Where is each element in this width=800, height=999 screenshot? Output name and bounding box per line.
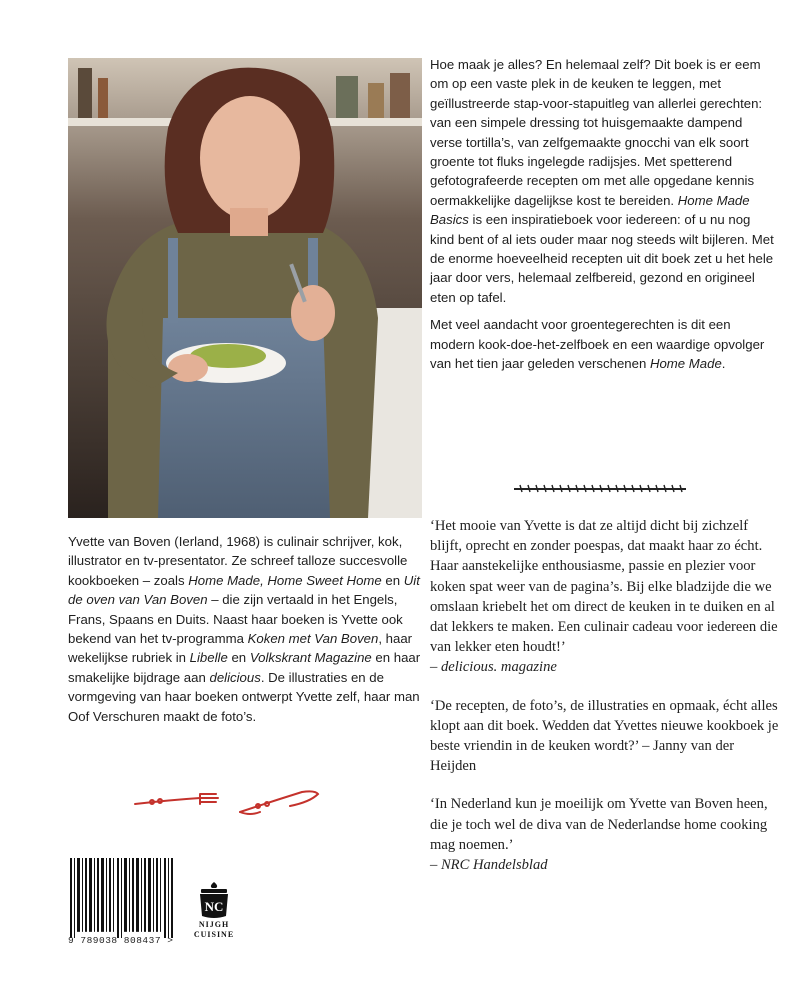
logo-letters: NC: [204, 899, 224, 914]
intro-paragraph-2: [430, 315, 775, 373]
text-run: Yvette van Boven (Ierland, 1968) is culinair schrijver, kok, illustrator en tv-presentator. Ze schreef talloze succesvolle kookboeken – zoals: [68, 534, 408, 588]
italic-title: Libelle: [189, 650, 228, 666]
divider-scribble: [512, 482, 688, 494]
text-run: en: [227, 650, 250, 666]
italic-title: Koken met Van Boven: [247, 631, 379, 647]
quote-text: ‘Het mooie van Yvette is dat ze altijd dicht bij zichzelf blijft, oprecht en zonder poespas, dat maakt haar zo écht. Haar aanstekelijke enthousiasme, passie en plezier voor koken spat weer van de pagina’s. Bij elke bladzijde die we omslaan kriebelt het om direct de keuken in te duiken en al dat lekkers te maken. Een culinair cadeau voor iedereen die van lekker eten houdt!’: [430, 518, 778, 656]
quote-text: ‘In Nederland kun je moeilijk om Yvette van Boven heen, die je toch wel de diva van de Nederlandse home cooking mag noemen.’: [430, 796, 768, 853]
italic-title: Home Made, Home Sweet Home: [188, 572, 382, 588]
quote-source: – NRC Handelsblad: [430, 857, 548, 874]
text-run: Hoe maak je alles? En helemaal zelf? Dit boek is er eem om op een vaste plek in de keuken te leggen, met geïllustreerde stap-voor-stapuitleg van allerlei gerechten: van een simpele dressing tot huisgemaakte dampend verse tortilla’s, van zelfgemaakte gnocchi van elk soort groente tot fluks ingelegde radijsjes. Met spetterend gefotografeerde recepten om met alle opgedane kennis oermakkelijke dagelijkse kost te bereiden.: [430, 57, 763, 208]
text-run: – die zijn vertaald in het Engels, Frans, Spaans en Duits. Naast haar boeken is Yvette ook bekend van het tv-programma: [68, 592, 403, 647]
text-run: . De illustraties en de vormgeving van haar boeken ontwerpt Yvette zelf, haar man Oof Verschuren maakt de foto’s.: [68, 669, 420, 724]
text-run: en haar smakelijke bijdrage aan: [68, 650, 421, 685]
fork-knife-illustration: [130, 782, 330, 822]
italic-title: Volkskrant Magazine: [249, 650, 372, 666]
quotes: [430, 516, 780, 893]
author-bio: [68, 532, 423, 726]
publisher-imprint: CUISINE: [193, 930, 235, 939]
isbn-number: 9 789038 808437 >: [68, 935, 174, 946]
quote-source: – delicious. magazine: [430, 659, 557, 676]
text-run: en: [381, 572, 404, 588]
quote-source: – Janny van der Heijden: [430, 738, 735, 775]
author-photo: [68, 58, 422, 518]
quote-delicious: [430, 516, 780, 678]
italic-title: Home Made: [649, 356, 722, 372]
publisher-logo: [192, 880, 236, 940]
quote-janny: [430, 696, 780, 777]
quote-text: ‘De recepten, de foto’s, de illustraties en opmaak, écht alles klopt aan dit boek. Wedden dat Yvettes nieuwe kookboek je beste vriendin in de keuken wordt?’: [430, 697, 779, 755]
italic-title: delicious: [209, 669, 261, 685]
pot-logo-icon: [197, 880, 231, 920]
italic-title: Uit de oven van Van Boven: [68, 572, 420, 608]
publisher-name: NIJGH: [198, 920, 230, 929]
text-run: , haar wekelijkse rubriek in: [68, 631, 413, 666]
italic-title: Home Made Basics: [430, 192, 750, 228]
text-run: is een inspiratieboek voor iedereen: of u nu nog kind bent of al iets ouder maar nog steeds wilt bijleren. Met de enorme hoeveelheid recepten uit dit boek zet u het hele jaar door vers, helemaal zelfbereid, gezond en origineel eten op tafel.: [430, 212, 774, 305]
intro-text: [430, 55, 775, 382]
intro-paragraph-1: [430, 55, 775, 307]
text-run: Met veel aandacht voor groentegerechten is dit een modern kook-doe-het-zelfboek en een waardige opvolger van het tien jaar geleden verschenen: [430, 317, 765, 372]
quote-nrc: [430, 794, 780, 875]
text-run: .: [721, 356, 726, 372]
barcode: [68, 858, 176, 938]
